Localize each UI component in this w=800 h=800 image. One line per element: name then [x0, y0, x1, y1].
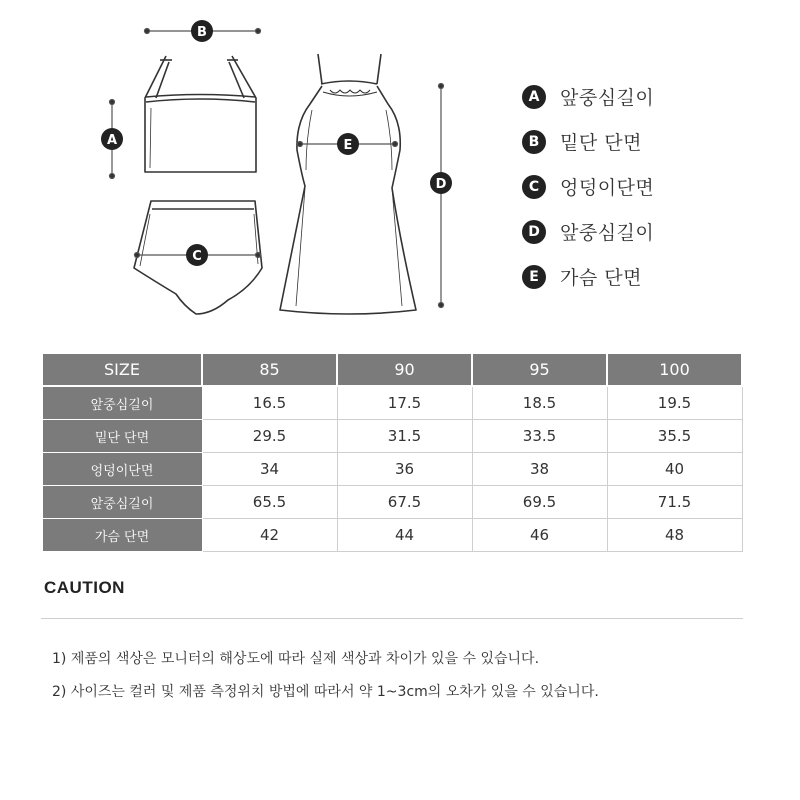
caution-note: 2) 사이즈는 컬러 및 제품 측정위치 방법에 따라서 약 1~3cm의 오차가 있을 수 있습니다. — [52, 684, 599, 700]
table-row — [42, 420, 742, 453]
table-cell: 38 — [472, 453, 607, 486]
size-header-cell: 95 — [472, 353, 607, 386]
size-header-cell: 90 — [337, 353, 472, 386]
table-cell: 36 — [337, 453, 472, 486]
table-cell: 17.5 — [337, 386, 472, 420]
svg-text:D: D — [435, 177, 447, 192]
table-row — [42, 486, 742, 519]
caution-divider — [41, 618, 743, 619]
legend-badge: C — [522, 175, 546, 199]
table-cell: 44 — [337, 519, 472, 552]
table-cell: 34 — [202, 453, 337, 486]
legend-badge: D — [522, 220, 546, 244]
table-cell: 48 — [607, 519, 742, 552]
marker-b — [191, 20, 213, 42]
legend-label: 가슴 단면 — [560, 267, 642, 289]
size-header-row — [42, 353, 742, 386]
size-header-cell: 100 — [607, 353, 742, 386]
table-cell: 29.5 — [202, 420, 337, 453]
table-row — [42, 453, 742, 486]
row-label: 밑단 단면 — [42, 420, 202, 453]
table-cell: 33.5 — [472, 420, 607, 453]
legend-item-b — [522, 119, 654, 164]
legend-item-e — [522, 254, 654, 299]
legend-label: 앞중심길이 — [560, 87, 655, 109]
caution-title: CAUTION — [44, 578, 125, 597]
legend-badge: B — [522, 130, 546, 154]
legend-badge: A — [522, 85, 546, 109]
legend-item-c — [522, 164, 654, 209]
row-label: 엉덩이단면 — [42, 453, 202, 486]
dress-illustration — [280, 54, 416, 314]
table-cell: 42 — [202, 519, 337, 552]
legend-item-a — [522, 74, 654, 119]
legend-label: 밑단 단면 — [560, 132, 642, 154]
marker-c — [186, 244, 208, 266]
table-row — [42, 519, 742, 552]
svg-text:E: E — [343, 138, 353, 153]
size-header-cell: 85 — [202, 353, 337, 386]
table-cell: 19.5 — [607, 386, 742, 420]
row-label: 앞중심길이 — [42, 386, 202, 420]
caution-note: 1) 제품의 색상은 모니터의 해상도에 따라 실제 색상과 차이가 있을 수 있습니다. — [52, 651, 540, 667]
row-label: 앞중심길이 — [42, 486, 202, 519]
table-cell: 16.5 — [202, 386, 337, 420]
marker-e — [337, 133, 359, 155]
legend-item-d — [522, 209, 654, 254]
marker-a — [101, 128, 123, 150]
table-row — [42, 386, 742, 420]
table-cell: 71.5 — [607, 486, 742, 519]
table-cell: 18.5 — [472, 386, 607, 420]
row-label: 가슴 단면 — [42, 519, 202, 552]
table-cell: 40 — [607, 453, 742, 486]
table-cell: 67.5 — [337, 486, 472, 519]
bikini-top-illustration — [145, 56, 256, 172]
table-cell: 65.5 — [202, 486, 337, 519]
size-table — [41, 352, 743, 552]
table-cell: 35.5 — [607, 420, 742, 453]
svg-text:C: C — [192, 249, 202, 264]
legend-label: 엉덩이단면 — [560, 177, 655, 199]
garment-diagram — [0, 0, 800, 340]
measurement-legend — [522, 74, 654, 299]
svg-text:B: B — [197, 25, 207, 40]
legend-label: 앞중심길이 — [560, 222, 655, 244]
table-cell: 46 — [472, 519, 607, 552]
size-header-cell: SIZE — [42, 353, 202, 386]
svg-text:A: A — [106, 133, 118, 148]
table-cell: 31.5 — [337, 420, 472, 453]
legend-badge: E — [522, 265, 546, 289]
table-cell: 69.5 — [472, 486, 607, 519]
marker-d — [430, 172, 452, 194]
